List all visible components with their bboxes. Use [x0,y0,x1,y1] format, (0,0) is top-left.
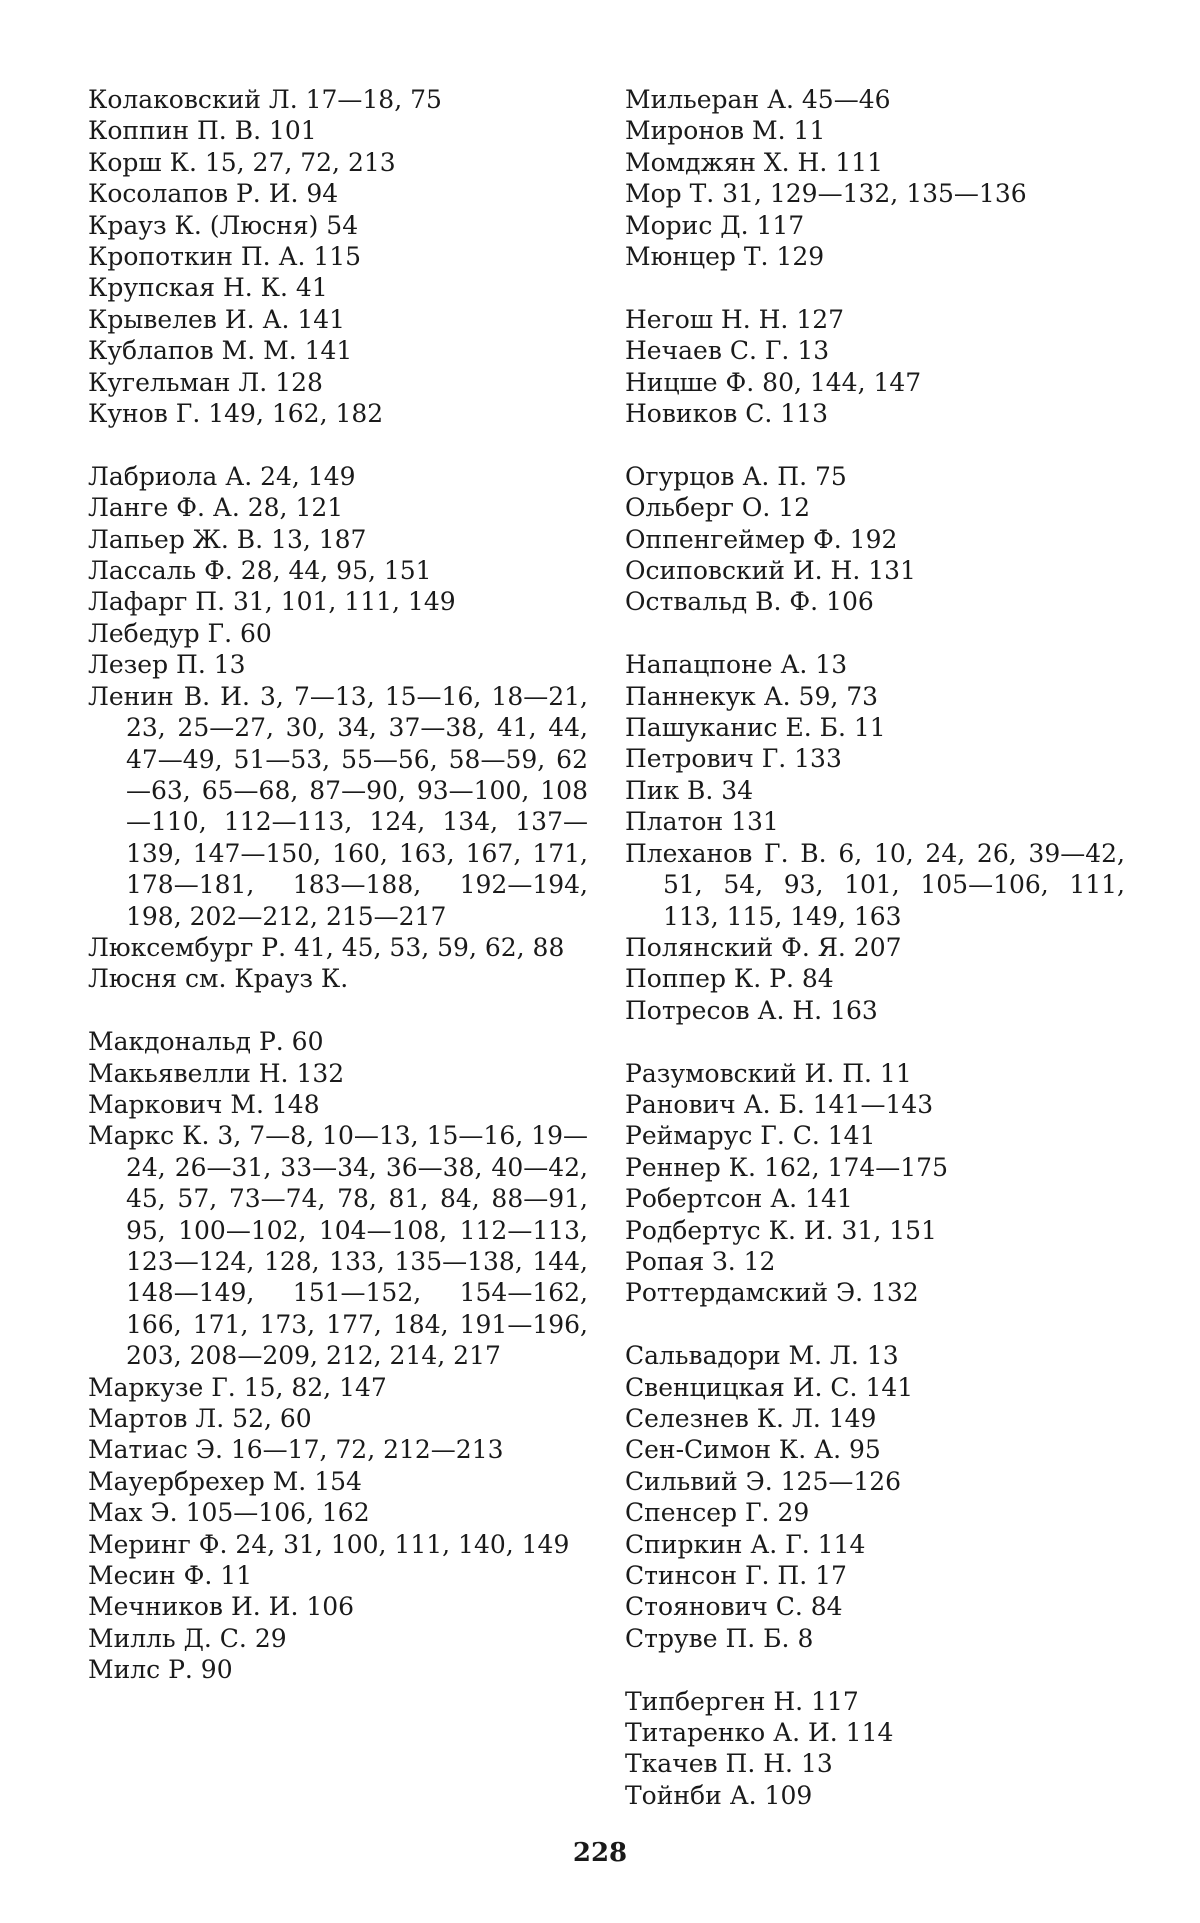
index-entry: Корш К. 15, 27, 72, 213 [88,147,396,177]
index-entry: Полянский Ф. Я. 207 [625,932,902,962]
index-entry: Пашуканис Е. Б. 11 [625,713,886,743]
index-entry: Милс Р. 90 [88,1655,233,1685]
index-entry: Кублапов М. М. 141 [88,336,353,366]
index-entry: Колаковский Л. 17—18, 75 [88,85,442,114]
index-entry: Макьявелли Н. 132 [88,1058,345,1088]
index-entry: Ольберг О. 12 [625,493,811,523]
index-entry: Лебедур Г. 60 [88,618,272,648]
index-entry: Негош Н. Н. 127 [625,304,845,334]
letter-group-separator [625,618,1125,649]
index-entry: Платон 131 [625,807,779,837]
index-entry: Типберген Н. 117 [625,1686,859,1716]
index-entry: Косолапов Р. И. 94 [88,179,339,209]
index-entry: Лезер П. 13 [88,650,246,680]
letter-group-separator [625,429,1125,460]
index-entry: Мюнцер Т. 129 [625,242,825,272]
index-entry: Маркович М. 148 [88,1089,320,1119]
index-entry: Паннекук А. 59, 73 [625,681,879,711]
index-entry: Напацпоне А. 13 [625,650,848,680]
index-entry: Пик В. 34 [625,775,754,805]
index-entry: Поппер К. Р. 84 [625,964,834,994]
index-entry: Ранович А. Б. 141—143 [625,1089,934,1119]
index-entry: Матиас Э. 16—17, 72, 212—213 [88,1435,504,1465]
index-entry: Огурцов А. П. 75 [625,461,847,491]
index-entry: Кунов Г. 149, 162, 182 [88,399,384,429]
index-entry: Мильеран А. 45—46 [625,85,891,114]
index-entry: Меринг Ф. 24, 31, 100, 111, 140, 149 [88,1529,570,1559]
index-entry: Месин Ф. 11 [88,1561,253,1591]
index-entry: Лапьер Ж. В. 13, 187 [88,524,367,554]
index-entry: Кропоткин П. А. 115 [88,242,362,272]
index-entry: Кугельман Л. 128 [88,367,323,397]
letter-group-separator [88,995,588,1026]
index-entry: Коппин П. В. 101 [88,116,317,146]
index-entry: Люксембург Р. 41, 45, 53, 59, 62, 88 [88,932,565,962]
index-entry: Стинсон Г. П. 17 [625,1561,847,1591]
index-entry: Ланге Ф. А. 28, 121 [88,493,344,523]
index-column-left [88,84,588,1686]
index-entry: Макдональд Р. 60 [88,1027,324,1057]
index-entry: Ткачев П. Н. 13 [625,1749,833,1779]
index-entry: Робертсон А. 141 [625,1184,853,1214]
index-entry: Сен-Симон К. А. 95 [625,1435,881,1465]
index-entry: Мах Э. 105—106, 162 [88,1498,370,1528]
index-entry: Родбертус К. И. 31, 151 [625,1215,937,1245]
index-entry: Мауербрехер М. 154 [88,1466,362,1496]
index-entry: Струве П. Б. 8 [625,1623,814,1653]
index-entry: Милль Д. С. 29 [88,1623,287,1653]
index-entry: Лассаль Ф. 28, 44, 95, 151 [88,556,432,586]
index-entry: Ленин В. И. 3, 7—13, 15—16, 18—21, 23, 25—27, 30, 34, 37—38, 41, 44, 47—49, 51—53, 55—56, 58—59, 62—63, 65—68, 87—90, 93—100, 108—110, 112—113, 124, 134, 137—139, 147—150, 160, 163, 167, 171, 178—181, 183—188, 192—194, 198, 202—212, 215—217 [88,681,588,931]
letter-group-separator [88,429,588,460]
index-entry: Лафарг П. 31, 101, 111, 149 [88,587,456,617]
letter-group-separator [625,1026,1125,1057]
letter-group-separator [625,1309,1125,1340]
index-entry: Сильвий Э. 125—126 [625,1466,902,1496]
index-entry: Тойнби А. 109 [625,1780,813,1810]
index-entry: Плеханов Г. В. 6, 10, 24, 26, 39—42, 51, 54, 93, 101, 105—106, 111, 113, 115, 149, 163 [625,838,1125,931]
index-entry: Крауз К. (Люсня) 54 [88,210,359,240]
index-entry: Мартов Л. 52, 60 [88,1404,312,1434]
letter-group-separator [625,272,1125,303]
index-entry: Лабриола А. 24, 149 [88,461,356,491]
index-entry: Ропая З. 12 [625,1246,776,1276]
index-entry: Момджян Х. Н. 111 [625,147,883,177]
index-entry: Миронов М. 11 [625,116,826,146]
index-entry: Оствальд В. Ф. 106 [625,587,874,617]
index-entry: Мор Т. 31, 129—132, 135—136 [625,179,1027,209]
index-entry: Новиков С. 113 [625,399,829,429]
index-entry: Реннер К. 162, 174—175 [625,1152,948,1182]
index-entry: Потресов А. Н. 163 [625,995,878,1025]
index-entry: Петрович Г. 133 [625,744,842,774]
index-entry: Мечников И. И. 106 [88,1592,355,1622]
index-entry: Маркузе Г. 15, 82, 147 [88,1372,387,1402]
index-column-right [625,84,1125,1811]
index-entry: Ницше Ф. 80, 144, 147 [625,367,922,397]
letter-group-separator [625,1654,1125,1685]
index-entry: Реймарус Г. С. 141 [625,1121,876,1151]
index-entry: Осиповский И. Н. 131 [625,556,916,586]
index-entry: Селезнев К. Л. 149 [625,1403,877,1433]
index-entry: Крывелев И. А. 141 [88,304,346,334]
index-entry: Спенсер Г. 29 [625,1498,810,1528]
index-entry: Роттердамский Э. 132 [625,1278,919,1308]
index-entry: Оппенгеймер Ф. 192 [625,524,898,554]
index-entry: Люсня см. Крауз К. [88,964,349,994]
index-entry: Спиркин А. Г. 114 [625,1529,866,1559]
index-entry: Титаренко А. И. 114 [625,1718,894,1748]
index-entry: Свенцицкая И. С. 141 [625,1372,914,1402]
index-entry: Нечаев С. Г. 13 [625,336,830,366]
index-entry: Морис Д. 117 [625,210,805,240]
index-entry: Разумовский И. П. 11 [625,1058,912,1088]
index-entry: Крупская Н. К. 41 [88,273,328,303]
index-entry: Сальвадори М. Л. 13 [625,1341,899,1371]
page-number: 228 [572,1838,628,1868]
index-entry: Маркс К. 3, 7—8, 10—13, 15—16, 19—24, 26—31, 33—34, 36—38, 40—42, 45, 57, 73—74, 78, 81, 84, 88—91, 95, 100—102, 104—108, 112—113, 123—124, 128, 133, 135—138, 144, 148—149, 151—152, 154—162, 166, 171, 173, 177, 184, 191—196, 203, 208—209, 212, 214, 217 [88,1121,588,1371]
index-entry: Стоянович С. 84 [625,1592,843,1622]
